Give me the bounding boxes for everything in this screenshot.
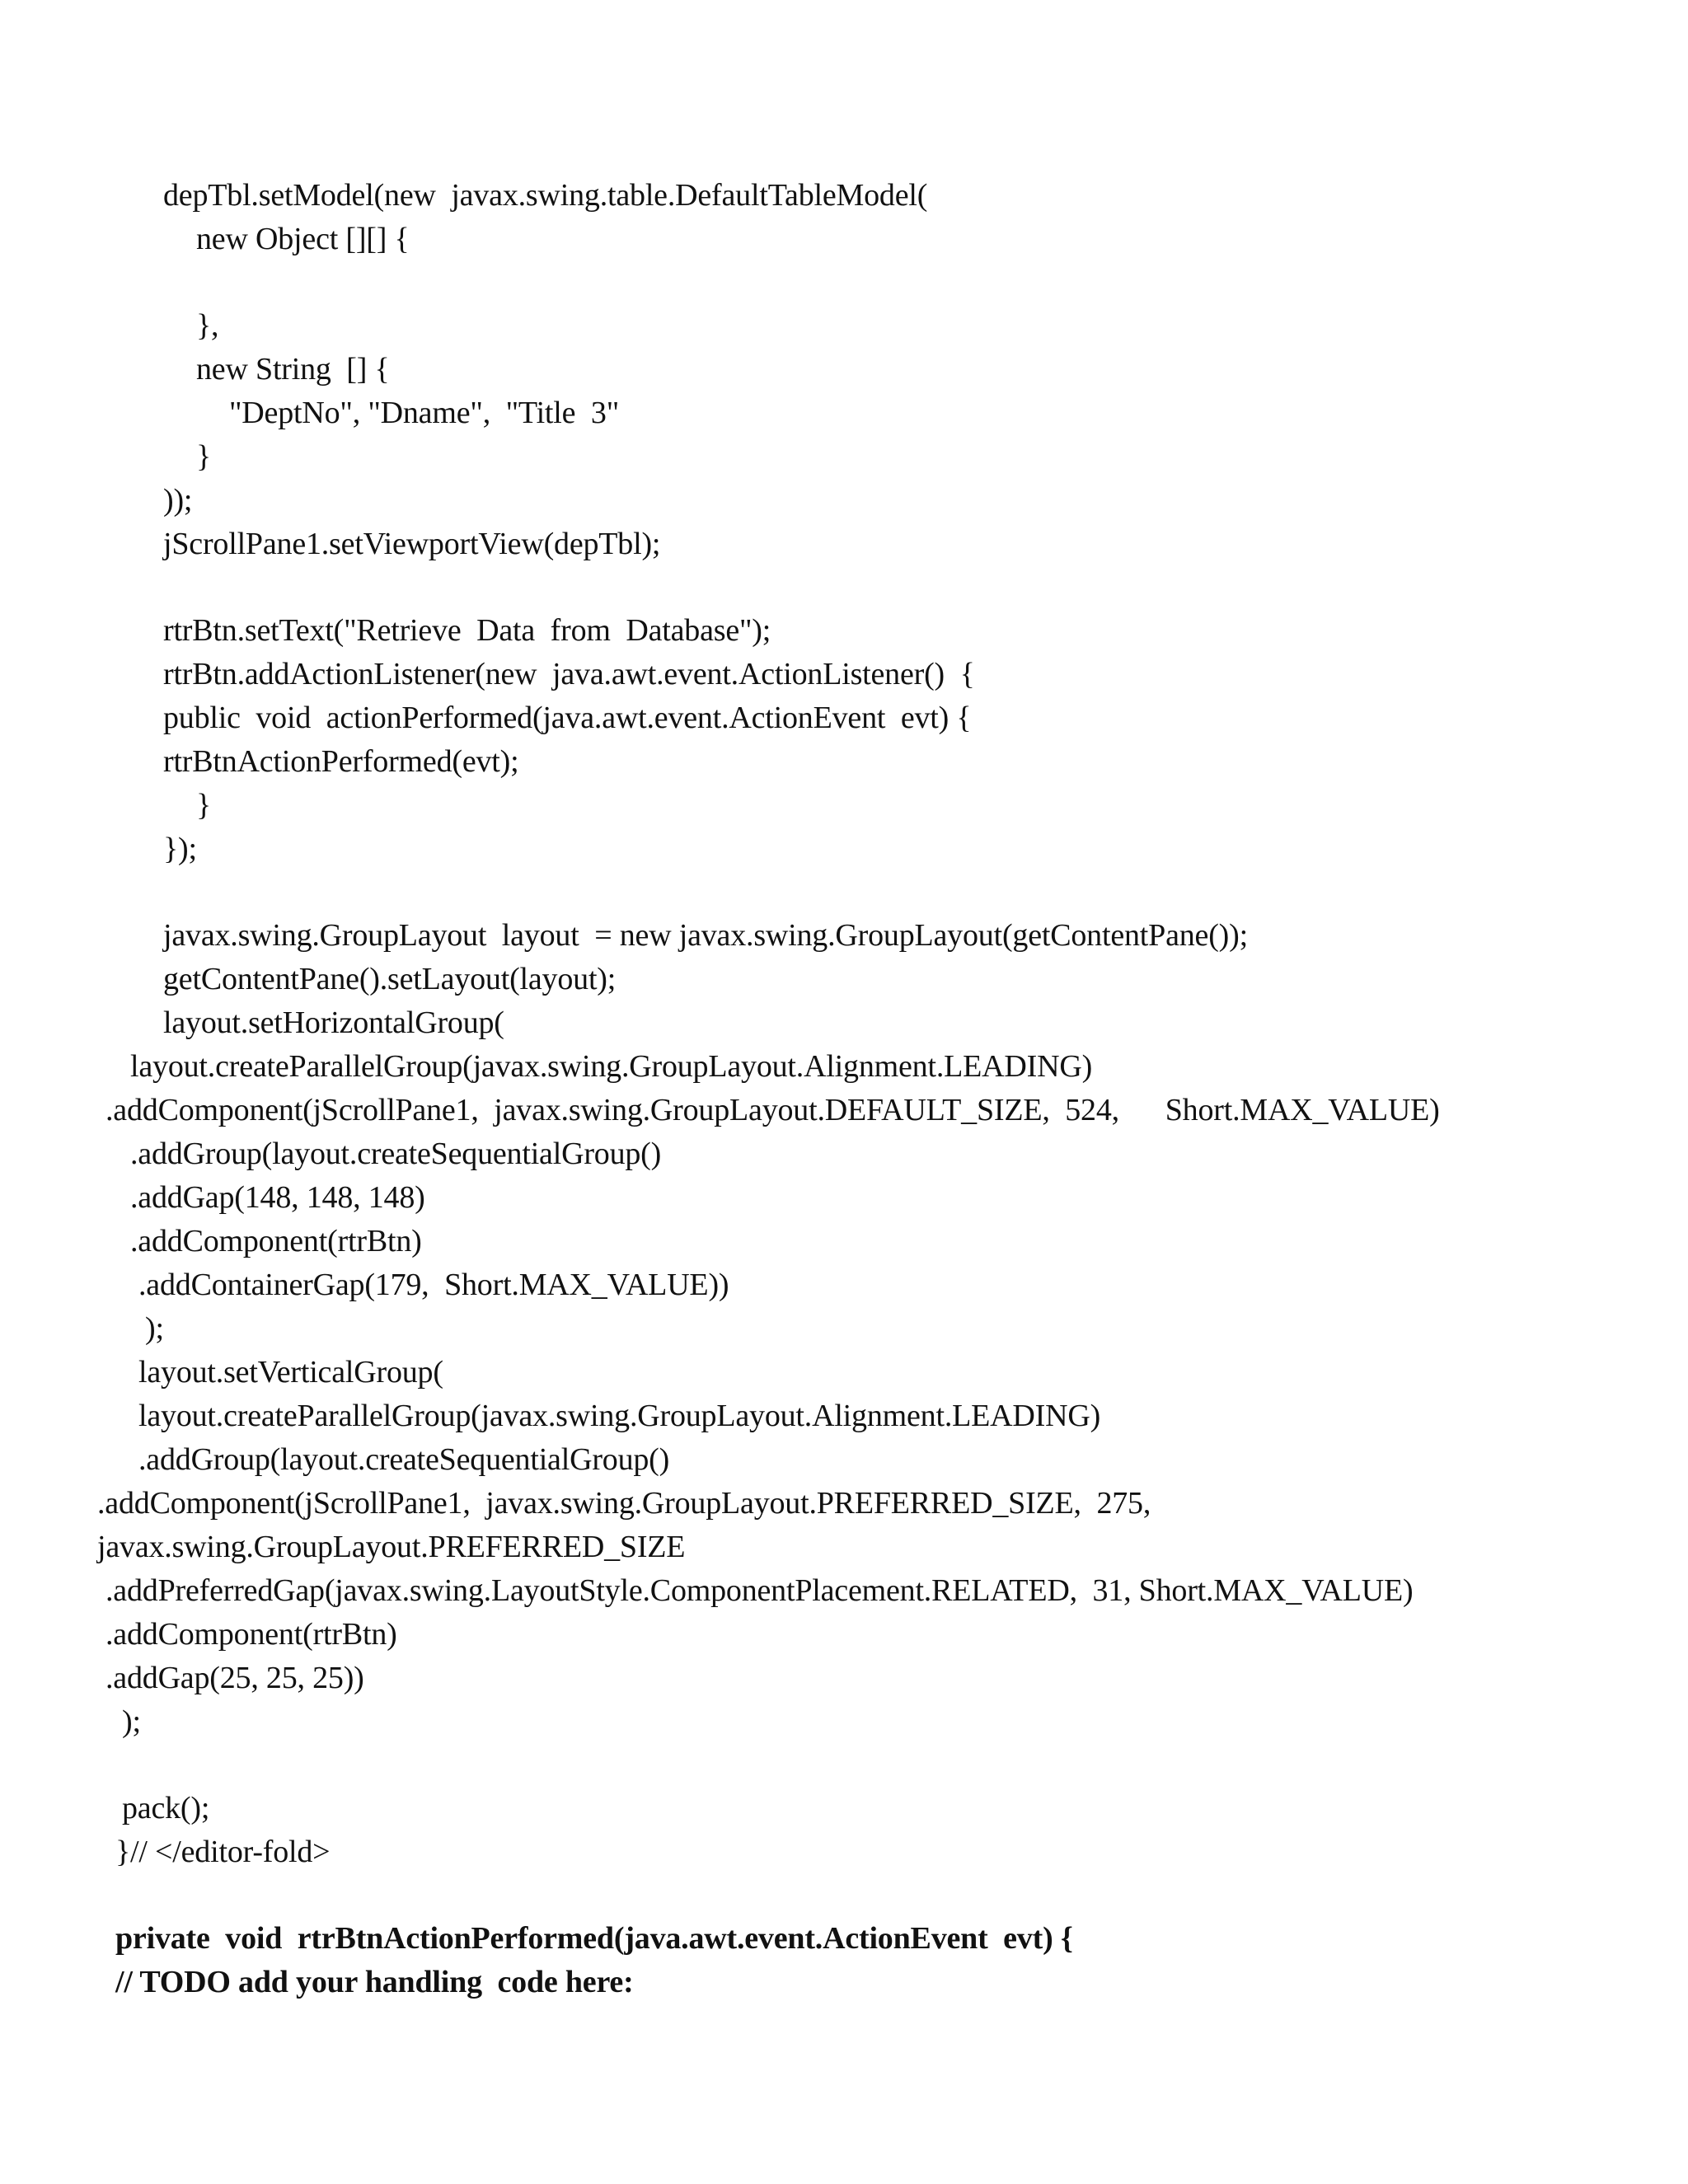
code-line: rtrBtnActionPerformed(evt); <box>163 744 519 779</box>
code-line: new Object [][] { <box>196 222 410 256</box>
code-line: javax.swing.GroupLayout.PREFERRED_SIZE <box>97 1530 686 1564</box>
code-line: .addComponent(rtrBtn) <box>130 1224 422 1258</box>
code-line: .addPreferredGap(javax.swing.LayoutStyle.ComponentPlacement.RELATED, 31, Short.MAX_VALUE) <box>106 1573 1414 1608</box>
code-line: jScrollPane1.setViewportView(depTbl); <box>163 527 661 561</box>
code-line: .addComponent(jScrollPane1, javax.swing.GroupLayout.DEFAULT_SIZE, 524, Short.MAX_VALUE) <box>106 1093 1440 1127</box>
code-line: ); <box>122 1704 141 1739</box>
code-line: } <box>196 788 212 823</box>
code-line: }// </editor-fold> <box>115 1835 331 1869</box>
code-line: }, <box>196 308 219 343</box>
code-line: rtrBtn.setText("Retrieve Data from Database"); <box>163 613 771 648</box>
code-line: ); <box>145 1311 164 1346</box>
code-line: depTbl.setModel(new javax.swing.table.DefaultTableModel( <box>163 178 928 213</box>
code-line: .addGroup(layout.createSequentialGroup() <box>138 1442 670 1477</box>
code-line: pack(); <box>122 1791 210 1825</box>
code-line: } <box>196 439 212 474</box>
code-line: rtrBtn.addActionListener(new java.awt.event.ActionListener() { <box>163 657 975 691</box>
code-line: new String [] { <box>196 352 390 387</box>
code-line: javax.swing.GroupLayout layout = new javax.swing.GroupLayout(getContentPane()); <box>163 918 1248 953</box>
code-line: .addGap(25, 25, 25)) <box>106 1661 364 1695</box>
code-line: .addComponent(jScrollPane1, javax.swing.GroupLayout.PREFERRED_SIZE, 275, <box>97 1486 1151 1521</box>
code-line: .addGap(148, 148, 148) <box>130 1180 425 1215</box>
code-line: public void actionPerformed(java.awt.event.ActionEvent evt) { <box>163 701 972 735</box>
code-line: layout.setVerticalGroup( <box>138 1355 443 1390</box>
code-line: "DeptNo", "Dname", "Title 3" <box>229 396 620 430</box>
code-line-bold: // TODO add your handling code here: <box>115 1965 634 1999</box>
code-line: layout.createParallelGroup(javax.swing.GroupLayout.Alignment.LEADING) <box>130 1049 1093 1084</box>
code-line: .addContainerGap(179, Short.MAX_VALUE)) <box>138 1268 729 1302</box>
code-line: }); <box>163 832 197 866</box>
code-line-bold: private void rtrBtnActionPerformed(java.awt.event.ActionEvent evt) { <box>115 1921 1073 1956</box>
code-line: layout.createParallelGroup(javax.swing.GroupLayout.Alignment.LEADING) <box>138 1399 1101 1433</box>
code-line: layout.setHorizontalGroup( <box>163 1005 504 1040</box>
code-line: )); <box>163 483 193 518</box>
code-line: .addComponent(rtrBtn) <box>106 1617 397 1652</box>
code-line: .addGroup(layout.createSequentialGroup() <box>130 1137 662 1171</box>
code-line: getContentPane().setLayout(layout); <box>163 962 617 996</box>
